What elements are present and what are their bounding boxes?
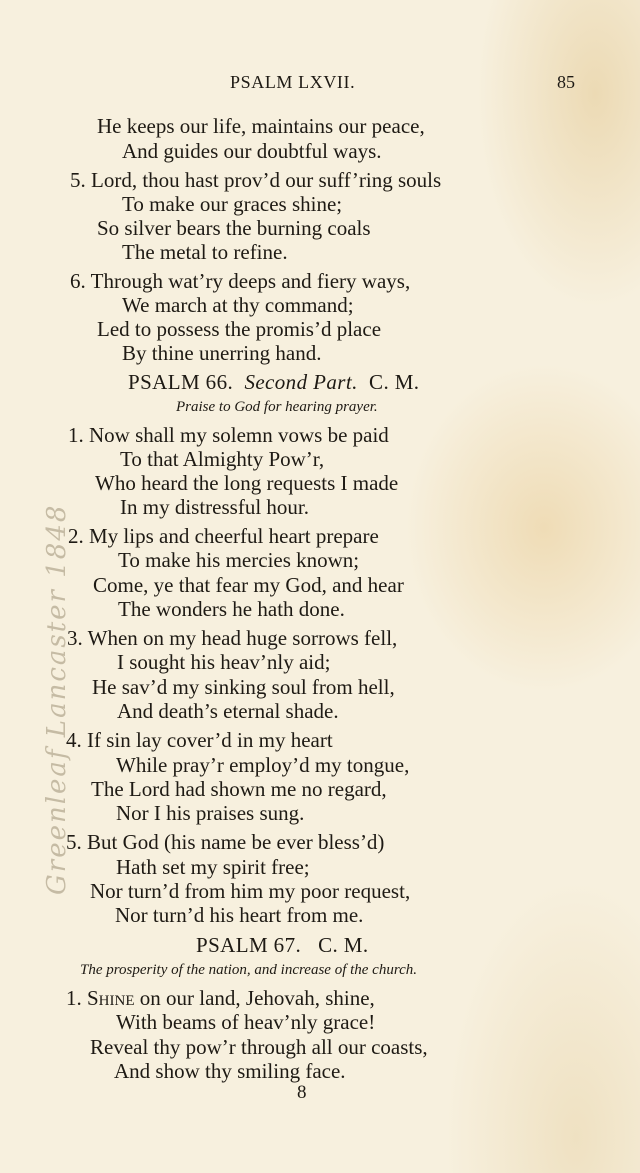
verse-line: Nor turn’d his heart from me. (115, 903, 364, 927)
verse-line: I sought his heav’nly aid; (117, 650, 331, 674)
verse-line: So silver bears the burning coals (97, 216, 371, 240)
psalm-subtitle: Praise to God for hearing prayer. (176, 399, 378, 415)
verse-line: While pray’r employ’d my tongue, (116, 753, 410, 777)
page-number: 85 (557, 72, 575, 92)
verse-line: To make his mercies known; (118, 548, 360, 572)
page-header (0, 72, 640, 98)
verse-line (66, 986, 375, 1010)
psalm-heading: PSALM 67. C. M. (196, 933, 369, 957)
verse-line: He keeps our life, maintains our peace, (97, 114, 425, 138)
verse-line: 1. Now shall my solemn vows be paid (68, 423, 389, 447)
handwritten-inscription (2, 450, 72, 910)
verse-line: Led to possess the promis’d place (97, 317, 382, 341)
verse-line: He sav’d my sinking soul from hell, (92, 675, 395, 699)
heading-meter: C. M. (369, 370, 420, 394)
verse-line: The metal to refine. (122, 240, 288, 264)
verse-text: Lord, thou hast prov’d our suff’ring souls (91, 168, 442, 192)
verse-line: By thine unerring hand. (122, 341, 322, 365)
verse-line: Come, ye that fear my God, and hear (93, 573, 404, 597)
verse-first-word: Shine (87, 986, 135, 1010)
inscription-text: Greenleaf Lancaster 1848 (42, 503, 72, 895)
psalm-heading (128, 370, 419, 394)
verse-number: 1. (66, 986, 82, 1010)
verse-line: 5. But God (his name be ever bless’d) (66, 830, 385, 854)
verse-line: 3. When on my head huge sorrows fell, (67, 626, 398, 650)
verse-number: 6. (70, 269, 86, 293)
verse-text: Through wat’ry deeps and fiery ways, (90, 269, 411, 293)
verse-line: We march at thy command; (122, 293, 354, 317)
verse-line (70, 269, 410, 293)
verse-line: And guides our doubtful ways. (122, 139, 382, 163)
verse-line: And show thy smiling face. (114, 1059, 346, 1083)
verse-line: 2. My lips and cheerful heart prepare (68, 524, 379, 548)
verse-text: on our land, Jehovah, shine, (134, 986, 375, 1010)
verse-line: The wonders he hath done. (118, 597, 345, 621)
verse-line: The Lord had shown me no regard, (91, 777, 387, 801)
heading-title: PSALM 66. (128, 370, 234, 394)
running-title: PSALM LXVII. (230, 72, 356, 92)
verse-line: In my distressful hour. (120, 495, 309, 519)
heading-part: Second Part. (244, 370, 358, 394)
signature-mark: 8 (297, 1082, 307, 1103)
verse-line: Who heard the long requests I made (95, 471, 399, 495)
verse-number: 5. (70, 168, 86, 192)
verse-line (70, 168, 441, 192)
verse-line: Nor I his praises sung. (116, 801, 305, 825)
verse-line: To that Almighty Pow’r, (120, 447, 325, 471)
verse-line: And death’s eternal shade. (117, 699, 339, 723)
psalm-subtitle: The prosperity of the nation, and increase of the church. (80, 962, 418, 978)
verse-line: Nor turn’d from him my poor request, (90, 879, 411, 903)
verse-line: With beams of heav’nly grace! (116, 1010, 376, 1034)
verse-line: 4. If sin lay cover’d in my heart (66, 728, 333, 752)
verse-line: Reveal thy pow’r through all our coasts, (90, 1035, 428, 1059)
verse-line: To make our graces shine; (122, 192, 343, 216)
verse-line: Hath set my spirit free; (116, 855, 310, 879)
